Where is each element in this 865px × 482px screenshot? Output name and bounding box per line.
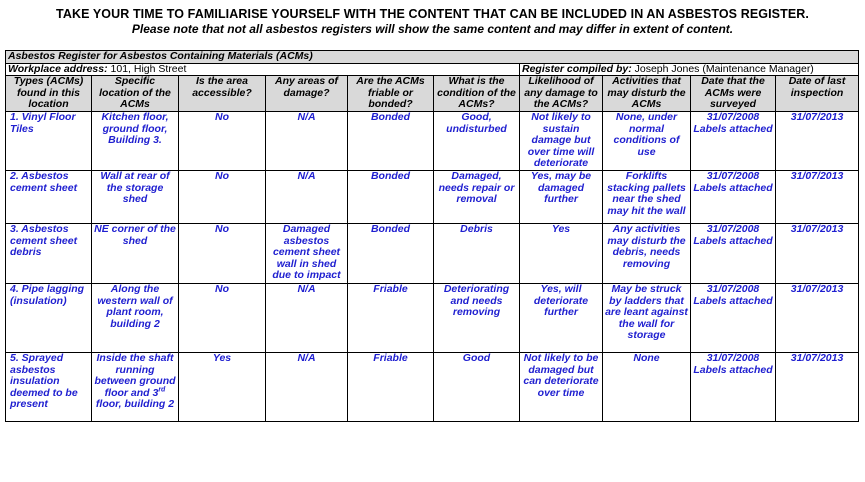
cell-surveyed [691,283,776,352]
register-title: Asbestos Register for Asbestos Containing Materials (ACMs) [6,51,859,64]
table-row [6,111,859,170]
cell-damage: Damaged asbestos cement sheet wall in shed due to impact [266,223,348,283]
register-title-row [6,51,859,64]
cell-location: NE corner of the shed [92,223,179,283]
cell-accessible: No [179,223,266,283]
table-row [6,170,859,223]
cell-activities: None [603,352,691,421]
cell-damage: N/A [266,111,348,170]
cell-likelihood: Not likely to sustain damage but over time will deteriorate [520,111,603,170]
cell-type: 3. Asbestos cement sheet debris [6,223,92,283]
cell-location: Wall at rear of the storage shed [92,170,179,223]
location-superscript: rd [158,386,166,394]
cell-likelihood: Not likely to be damaged but can deteriorate over time [520,352,603,421]
cell-damage: N/A [266,352,348,421]
register-compiled-by [520,63,859,76]
surveyed-date: 31/07/2008 [706,351,760,364]
workplace-address-value: 101, High Street [107,62,187,75]
cell-likelihood: Yes, will deteriorate further [520,283,603,352]
compiled-by-value: Joseph Jones (Maintenance Manager) [631,62,814,75]
cell-type: 1. Vinyl Floor Tiles [6,111,92,170]
cell-condition: Debris [434,223,520,283]
cell-condition: Deteriorating and needs removing [434,283,520,352]
header-types: Types (ACMs) found in this location [6,76,92,112]
cell-friable: Bonded [348,170,434,223]
cell-accessible: Yes [179,352,266,421]
surveyed-date: 31/07/2008 [706,110,760,123]
surveyed-date: 31/07/2008 [706,222,760,235]
cell-activities: May be struck by ladders that are leant against the wall for storage [603,283,691,352]
surveyed-date: 31/07/2008 [706,282,760,295]
cell-damage: N/A [266,283,348,352]
cell-friable: Friable [348,283,434,352]
surveyed-note: Labels attached [693,363,773,376]
cell-condition: Good, undisturbed [434,111,520,170]
table-row [6,283,859,352]
cell-inspection: 31/07/2013 [776,223,859,283]
surveyed-note: Labels attached [693,122,773,135]
table-row [6,223,859,283]
surveyed-note: Labels attached [693,294,773,307]
header-activities: Activities that may disturb the ACMs [603,76,691,112]
header-damage: Any areas of damage? [266,76,348,112]
cell-accessible: No [179,111,266,170]
cell-activities: Any activities may disturb the debris, needs removing [603,223,691,283]
notice-subheading: Please note that not all asbestos registers will show the same content and may differ in extent of content. [131,22,734,36]
cell-likelihood: Yes, may be damaged further [520,170,603,223]
workplace-address-label: Workplace address: [8,62,108,75]
workplace-address [6,63,520,76]
cell-likelihood: Yes [520,223,603,283]
header-location: Specific location of the ACMs [92,76,179,112]
location-text: Inside the shaft running between ground floor and 3 [94,351,176,399]
location-text-end: floor, building 2 [95,398,175,411]
table-row [6,352,859,421]
cell-surveyed [691,223,776,283]
cell-condition: Damaged, needs repair or removal [434,170,520,223]
cell-inspection: 31/07/2013 [776,283,859,352]
header-surveyed: Date that the ACMs were surveyed [691,76,776,112]
header-likelihood: Likelihood of any damage to the ACMs? [520,76,603,112]
cell-condition: Good [434,352,520,421]
notice-heading: TAKE YOUR TIME TO FAMILIARISE YOURSELF WITH THE CONTENT THAT CAN BE INCLUDED IN AN ASBESTOS REGISTER. [56,7,809,21]
cell-damage: N/A [266,170,348,223]
cell-activities: Forklifts stacking pallets near the shed may hit the wall [603,170,691,223]
cell-type: 2. Asbestos cement sheet [6,170,92,223]
cell-surveyed [691,352,776,421]
register-info-row [6,63,859,76]
cell-activities: None, under normal conditions of use [603,111,691,170]
cell-friable: Bonded [348,111,434,170]
header-friable: Are the ACMs friable or bonded? [348,76,434,112]
cell-surveyed [691,170,776,223]
surveyed-note: Labels attached [693,181,773,194]
cell-location [92,352,179,421]
surveyed-note: Labels attached [693,234,773,247]
cell-accessible: No [179,170,266,223]
cell-inspection: 31/07/2013 [776,111,859,170]
asbestos-register-table [5,50,859,422]
compiled-by-label: Register compiled by: [522,62,632,75]
cell-inspection: 31/07/2013 [776,352,859,421]
header-inspection: Date of last inspection [776,76,859,112]
cell-location: Kitchen floor, ground floor, Building 3. [92,111,179,170]
cell-location: Along the western wall of plant room, building 2 [92,283,179,352]
cell-type: 4. Pipe lagging (insulation) [6,283,92,352]
surveyed-date: 31/07/2008 [706,169,760,182]
column-header-row [6,76,859,112]
cell-accessible: No [179,283,266,352]
cell-friable: Bonded [348,223,434,283]
cell-type: 5. Sprayed asbestos insulation deemed to be present [6,352,92,421]
cell-friable: Friable [348,352,434,421]
cell-inspection: 31/07/2013 [776,170,859,223]
header-condition: What is the condition of the ACMs? [434,76,520,112]
cell-surveyed [691,111,776,170]
header-accessible: Is the area accessible? [179,76,266,112]
